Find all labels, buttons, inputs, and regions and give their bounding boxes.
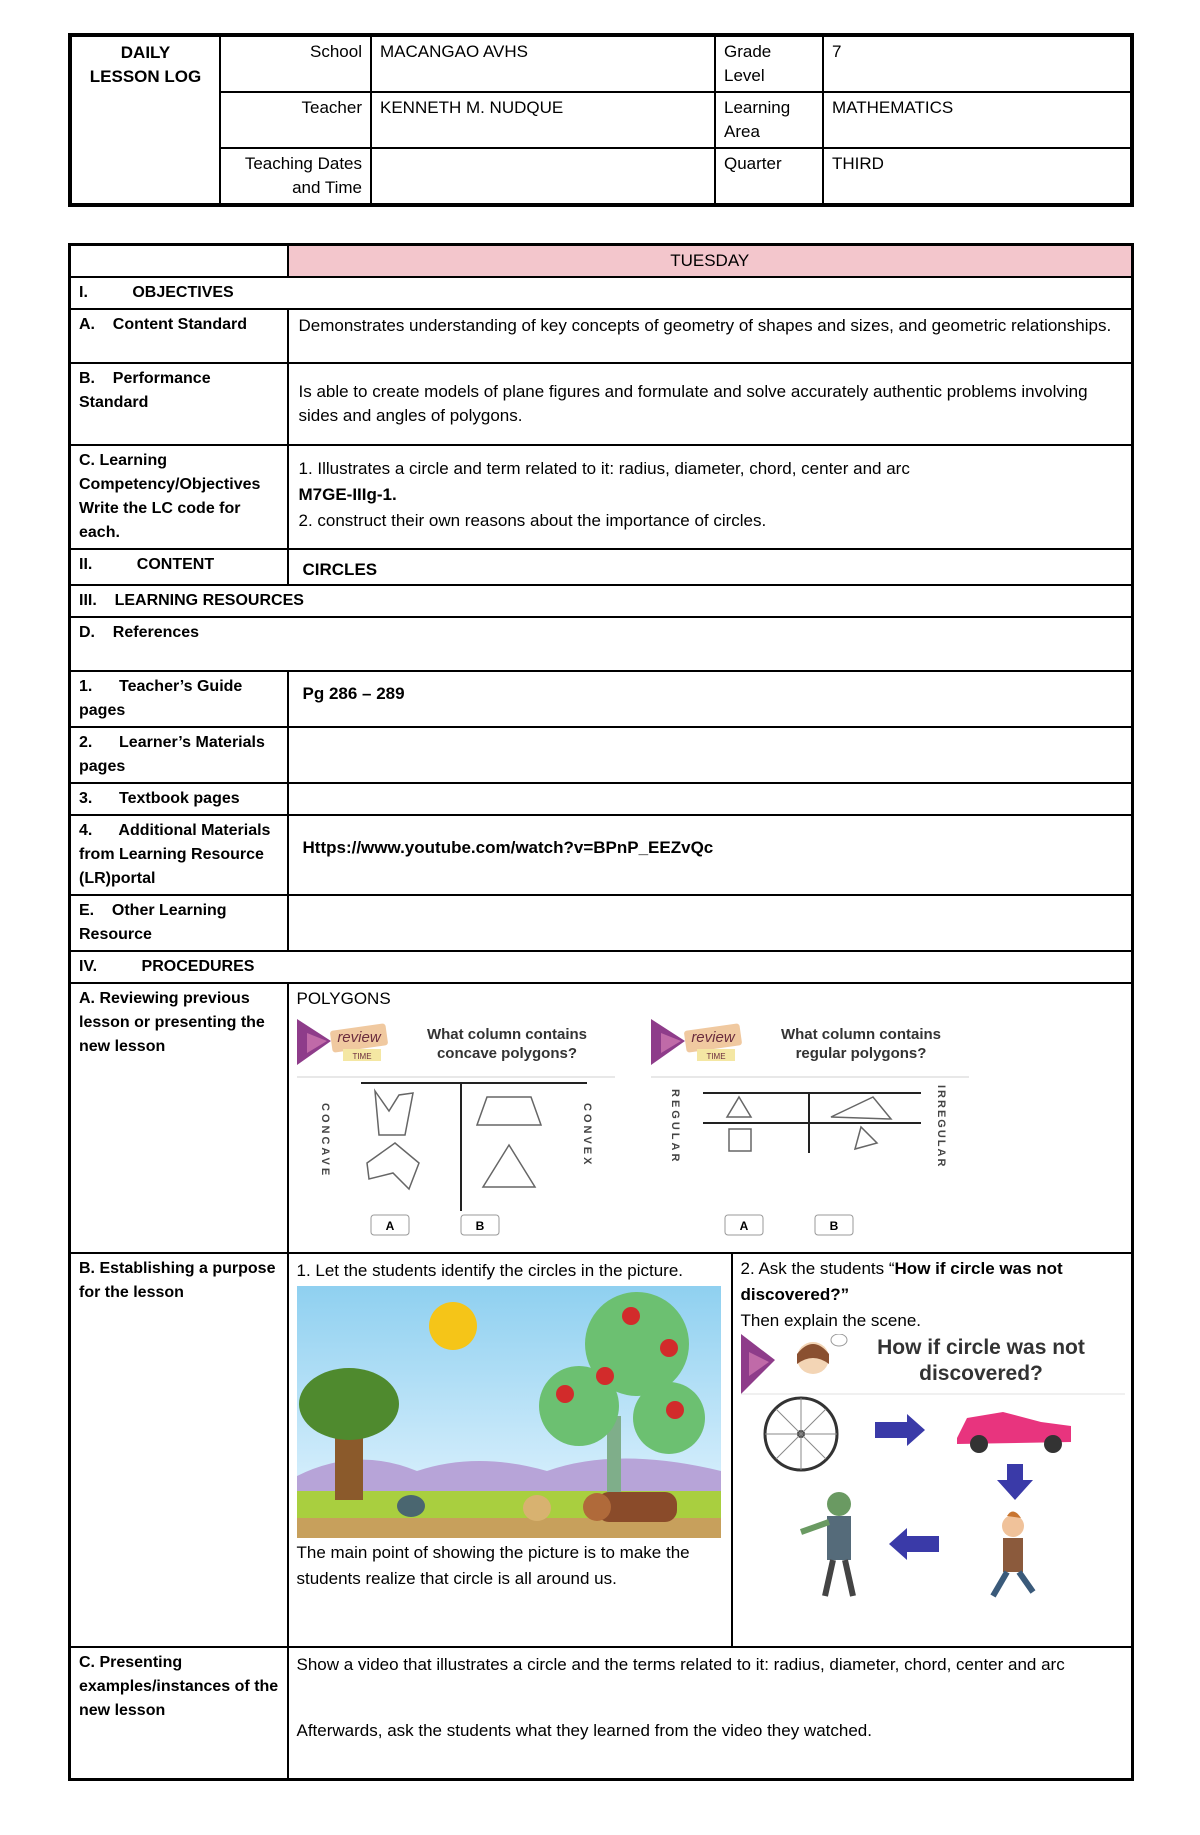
ask-prefix: 2. Ask the students “ (740, 1259, 895, 1278)
reviewing-cell (288, 983, 1133, 1253)
zombie-icon (827, 1492, 851, 1516)
review-card-concave (297, 1013, 615, 1249)
content-value: CIRCLES (288, 549, 1133, 585)
rock-icon (397, 1495, 425, 1517)
school-value: MACANGAO AVHS (371, 35, 715, 92)
tb-label: 3. Textbook pages (70, 783, 288, 815)
regular-triangle (727, 1097, 751, 1117)
image-title-line2: discovered? (918, 1362, 1043, 1385)
ask-students-text (741, 1256, 1124, 1308)
polygons-title: POLYGONS (296, 989, 391, 1008)
lm-value (288, 727, 1133, 783)
answer-b-label: B (475, 1219, 484, 1233)
references-label: D. References (70, 617, 1133, 671)
objectives-heading: I. OBJECTIVES (70, 277, 1133, 309)
presenting-cell (288, 1647, 1133, 1779)
performance-standard-label: B. Performance Standard (70, 363, 288, 445)
badge-bottom: TIME (351, 1052, 372, 1061)
explain-scene-text: Then explain the scene. (740, 1311, 922, 1330)
lm-label: 2. Learner’s Materials pages (70, 727, 288, 783)
concave-shape-2 (367, 1143, 419, 1189)
question-line2: concave polygons? (436, 1045, 577, 1062)
competency-code: M7GE-IIIg-1. (298, 485, 397, 504)
reviewing-label: A. Reviewing previous lesson or presenting the new lesson (70, 983, 288, 1253)
presenting-text-2: Afterwards, ask the students what they learned from the video they watched. (296, 1721, 872, 1740)
area-label: Learning Area (715, 92, 823, 148)
vertical-convex: CONVEX (580, 1103, 593, 1168)
ask-question: How if circle was not discovered?” (740, 1259, 1063, 1304)
establishing-label: B. Establishing a purpose for the lesson (70, 1253, 288, 1647)
grade-value: 7 (823, 35, 1132, 92)
header-table (68, 33, 1134, 207)
circle-not-discovered-image (741, 1334, 1125, 1604)
arrow-right-icon (875, 1414, 925, 1446)
regular-square (729, 1129, 751, 1151)
area-value: MATHEMATICS (823, 92, 1132, 148)
presenting-text-1: Show a video that illustrates a circle and the terms related to it: radius, diameter, chord, center and arc (296, 1655, 1065, 1674)
other-value (288, 895, 1133, 951)
review-card-regular (651, 1013, 969, 1249)
arrow-left-icon (889, 1528, 939, 1560)
apple-icon (596, 1367, 614, 1385)
question-line1: What column contains (426, 1026, 587, 1043)
badge-top: review (690, 1029, 735, 1046)
answer-b-label: B (829, 1219, 838, 1233)
image-title-line1: How if circle was not (876, 1336, 1085, 1359)
badge-top: review (336, 1029, 381, 1046)
doc-title: DAILY LESSON LOG (70, 35, 220, 205)
arrow-down-icon (997, 1464, 1033, 1500)
tb-value (288, 783, 1133, 815)
answer-a-label: A (385, 1219, 394, 1233)
school-label: School (220, 35, 371, 92)
lesson-table (68, 243, 1134, 1781)
additional-value[interactable]: Https://www.youtube.com/watch?v=BPnP_EEZvQc (288, 815, 1133, 895)
competency-2: 2. construct their own reasons about the importance of circles. (298, 511, 767, 530)
apple-icon (556, 1385, 574, 1403)
apple-tree-crown-3 (633, 1382, 705, 1454)
content-label: II. CONTENT (70, 549, 288, 585)
dates-value (371, 148, 715, 205)
tg-label: 1. Teacher’s Guide pages (70, 671, 288, 727)
vertical-concave: CONCAVE (318, 1103, 331, 1179)
content-standard-value: Demonstrates understanding of key concepts of geometry of shapes and sizes, and geometric relationships. (288, 309, 1133, 363)
other-label: E. Other Learning Resource (70, 895, 288, 951)
quarter-value: THIRD (823, 148, 1132, 205)
resources-heading: III. LEARNING RESOURCES (70, 585, 1133, 617)
vertical-irregular: IRREGULAR (934, 1085, 947, 1169)
competency-cell (288, 445, 1133, 549)
apple-icon (666, 1401, 684, 1419)
vertical-regular: REGULAR (668, 1089, 681, 1165)
irregular-triangle-2 (855, 1127, 877, 1149)
day-header: TUESDAY (288, 245, 1133, 278)
answer-a-label: A (739, 1219, 748, 1233)
day-spacer (70, 245, 288, 278)
nature-scene-image (297, 1286, 721, 1538)
establishing-right-cell (732, 1253, 1133, 1647)
irregular-triangle-1 (831, 1097, 891, 1119)
grade-label: Grade Level (715, 35, 823, 92)
main-point-note: The main point of showing the picture is to make the students realize that circle is all around us. (296, 1543, 690, 1588)
quarter-label: Quarter (715, 148, 823, 205)
presenting-label: C. Presenting examples/instances of the new lesson (70, 1647, 288, 1779)
competency-label: C. Learning Competency/Objectives Write the LC code for each. (70, 445, 288, 549)
tree-crown (299, 1368, 399, 1440)
additional-label: 4. Additional Materials from Learning Resource (LR)portal (70, 815, 288, 895)
identify-circles-text: 1. Let the students identify the circles in the picture. (296, 1261, 683, 1280)
convex-triangle (483, 1145, 535, 1187)
sun-icon (429, 1302, 477, 1350)
establishing-left-cell (288, 1253, 732, 1647)
running-man-icon (1002, 1515, 1024, 1537)
performance-standard-value: Is able to create models of plane figures and formulate and solve accurately authentic problems involving sides and angles of polygons. (288, 363, 1133, 445)
dates-label: Teaching Dates and Time (220, 148, 371, 205)
procedures-heading: IV. PROCEDURES (70, 951, 1133, 983)
badge-bottom: TIME (705, 1052, 726, 1061)
teacher-label: Teacher (220, 92, 371, 148)
question-line1: What column contains (780, 1026, 941, 1043)
competency-1: 1. Illustrates a circle and term related to it: radius, diameter, chord, center and arc (298, 459, 910, 478)
apple-icon (622, 1307, 640, 1325)
content-standard-label: A. Content Standard (70, 309, 288, 363)
tg-value: Pg 286 – 289 (288, 671, 1133, 727)
apple-icon (660, 1339, 678, 1357)
convex-trapezoid (477, 1097, 541, 1125)
concave-shape-1 (375, 1091, 413, 1135)
hedgehog-icon (523, 1495, 551, 1521)
teacher-value: KENNETH M. NUDQUE (371, 92, 715, 148)
question-line2: regular polygons? (795, 1045, 926, 1062)
